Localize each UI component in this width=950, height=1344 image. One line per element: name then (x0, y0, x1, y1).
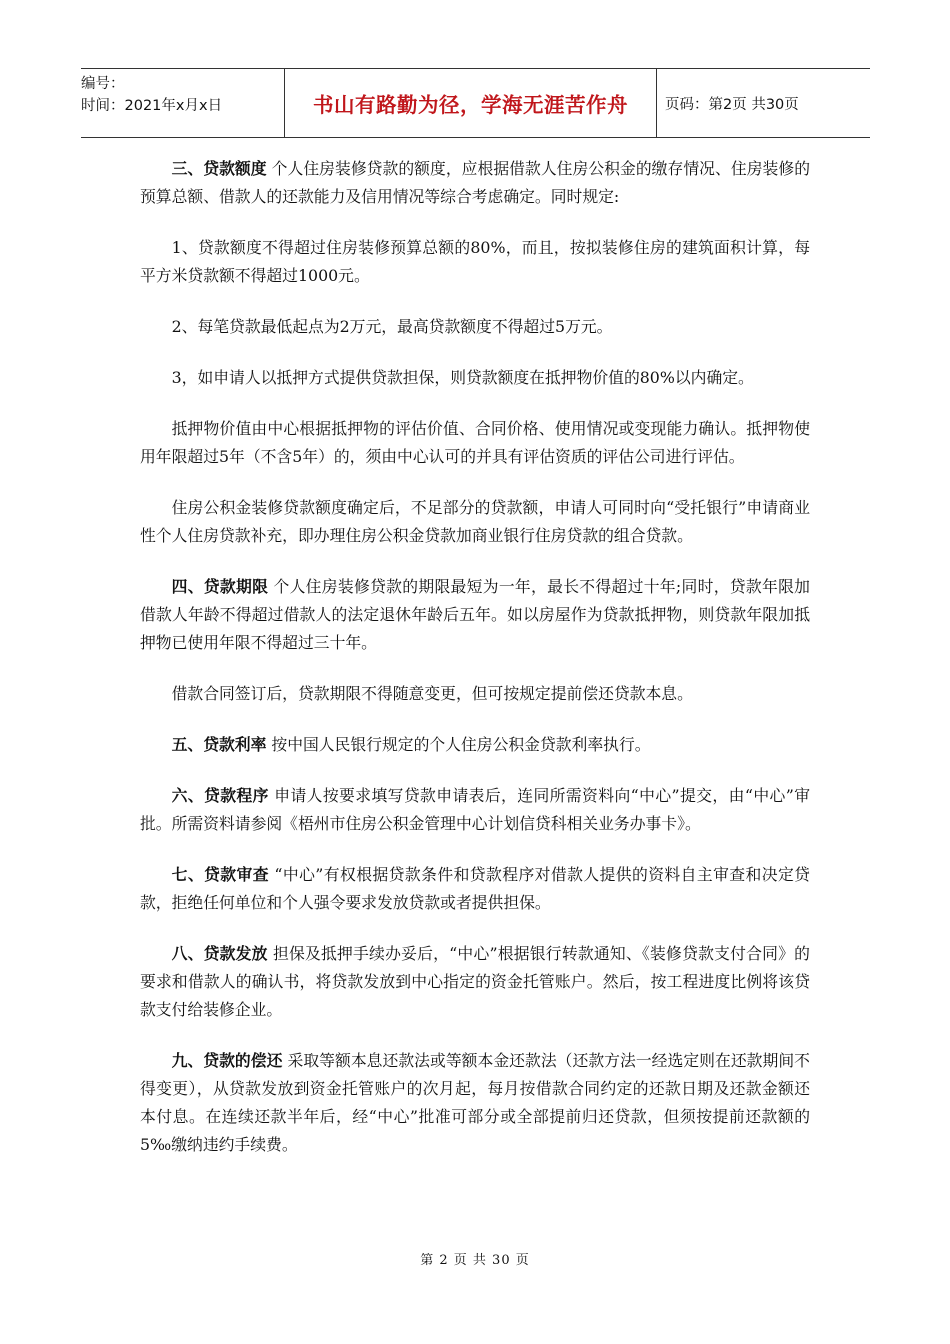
document-body (140, 155, 810, 1182)
paragraph (140, 861, 810, 917)
paragraph (140, 494, 810, 550)
paragraph (140, 782, 810, 838)
paragraph (140, 313, 810, 341)
paragraph-text: 住房公积金装修贷款额度确定后，不足部分的贷款额，申请人可同时向“受托银行”申请商业性个人住房贷款补充，即办理住房公积金贷款加商业银行住房贷款的组合贷款。 (140, 498, 810, 545)
paragraph-text: “中心”有权根据贷款条件和贷款程序对借款人提供的资料自主审查和决定贷款，拒绝任何单位和个人强令要求发放贷款或者提供担保。 (140, 865, 810, 912)
paragraph (140, 234, 810, 290)
document-date-label: 时间：2021年x月x日 (81, 98, 223, 114)
section-heading: 七、贷款审查 (171, 865, 269, 884)
paragraph-text: 采取等额本息还款法或等额本金还款法（还款方法一经选定则在还款期间不得变更），从贷款发放到资金托管账户的次月起，每月按借款合同约定的还款日期及还款金额还本付息。在连续还款半年后，经“中心”批准可部分或全部提前归还贷款，但须按提前还款额的5‰缴纳违约手续费。 (140, 1051, 810, 1154)
paragraph-text: 个人住房装修贷款的额度，应根据借款人住房公积金的缴存情况、住房装修的预算总额、借款人的还款能力及信用情况等综合考虑确定。同时规定: (140, 159, 810, 206)
header-motto-cell (284, 69, 657, 137)
section-heading: 五、贷款利率 (171, 735, 267, 754)
paragraph (140, 364, 810, 392)
section-heading: 九、贷款的偿还 (171, 1051, 283, 1070)
header-motto: 书山有路勤为径，学海无涯苦作舟 (313, 93, 628, 117)
header-left-cell (81, 69, 284, 137)
paragraph (140, 680, 810, 708)
paragraph-text: 3，如申请人以抵押方式提供贷款担保，则贷款额度在抵押物价值的80%以内确定。 (171, 368, 754, 387)
paragraph-text: 1、贷款额度不得超过住房装修预算总额的80%，而且，按拟装修住房的建筑面积计算，每平方米贷款额不得超过1000元。 (140, 238, 810, 285)
paragraph-text: 担保及抵押手续办妥后，“中心”根据银行转款通知、《装修贷款支付合同》的要求和借款人的确认书，将贷款发放到中心指定的资金托管账户。然后，按工程进度比例将该贷款支付给装修企业。 (140, 944, 810, 1019)
paragraph (140, 940, 810, 1024)
paragraph (140, 731, 810, 759)
section-heading: 三、贷款额度 (171, 159, 267, 178)
paragraph-text: 申请人按要求填写贷款申请表后，连同所需资料向“中心”提交，由“中心”审批。所需资料请参阅《梧州市住房公积金管理中心计划信贷科相关业务办事卡》。 (140, 786, 810, 833)
paragraph-text: 按中国人民银行规定的个人住房公积金贷款利率执行。 (266, 735, 651, 754)
document-number-label: 编号： (81, 76, 125, 92)
section-heading: 四、贷款期限 (171, 577, 269, 596)
paragraph-text: 抵押物价值由中心根据抵押物的评估价值、合同价格、使用情况或变现能力确认。抵押物使用年限超过5年（不含5年）的，须由中心认可的并具有评估资质的评估公司进行评估。 (140, 419, 810, 466)
paragraph (140, 1047, 810, 1159)
paragraph-text: 2、每笔贷款最低起点为2万元，最高贷款额度不得超过5万元。 (171, 317, 613, 336)
header-page-info: 页码：第2页 共30页 (665, 96, 799, 113)
section-heading: 八、贷款发放 (171, 944, 268, 963)
paragraph-text: 借款合同签订后，贷款期限不得随意变更，但可按规定提前偿还贷款本息。 (171, 684, 693, 703)
section-heading: 六、贷款程序 (171, 786, 269, 805)
page-header (81, 68, 870, 138)
paragraph (140, 573, 810, 657)
paragraph-text: 个人住房装修贷款的期限最短为一年，最长不得超过十年;同时，贷款年限加借款人年龄不得超过借款人的法定退休年龄后五年。如以房屋作为贷款抵押物，则贷款年限加抵押物已使用年限不得超过三十年。 (140, 577, 810, 652)
paragraph (140, 415, 810, 471)
page-footer: 第 2 页 共 30 页 (420, 1253, 530, 1268)
paragraph (140, 155, 810, 211)
